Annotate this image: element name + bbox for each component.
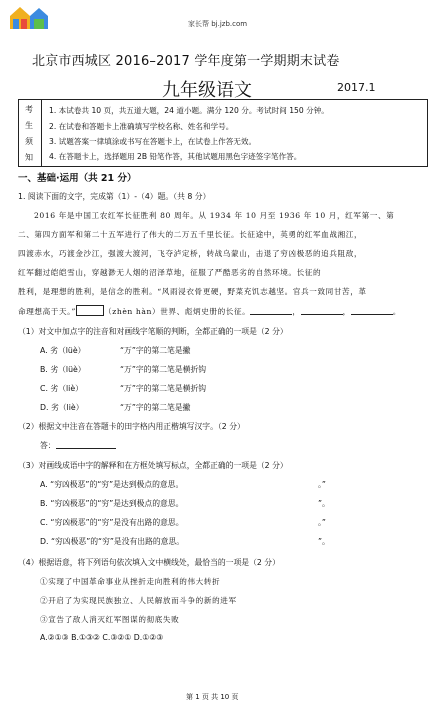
punctuation-answer: ”。 <box>318 499 330 508</box>
passage-line: 胜利，是理想的胜利，是信念的胜利。“风雨浸衣骨更硬，野菜充饥志越坚。官兵一致同甘苦，革 <box>18 287 367 296</box>
notice-item: 3. 试题答案一律填涂或书写在答题卡上，在试卷上作答无效。 <box>49 137 257 146</box>
option-letter: B. <box>40 499 48 508</box>
option-text: “穷凶极恶”的“穷”是达到极点的意思。 <box>50 480 184 489</box>
passage-line: 红军翻过皑皑雪山，穿越渺无人烟的沼泽草地，征服了严酷恶劣的自然环境。长征的 <box>18 268 322 277</box>
answer-row <box>40 440 116 451</box>
statement-item: ③宣告了敌人消灭红军图谋的彻底失败 <box>40 615 180 624</box>
option-text: 劣（lüè） <box>50 365 86 374</box>
option-text: “穷凶极恶”的“穷”是没有出路的意思。 <box>50 537 185 546</box>
notice-item: 2. 在试卷和答题卡上准确填写学校名称、姓名和学号。 <box>49 122 234 131</box>
option-text: “穷凶极恶”的“穷”是没有出路的意思。 <box>50 518 184 527</box>
notice-label-char: 考 <box>25 105 33 114</box>
option-text: “万”字的第二笔是横折钩 <box>120 365 207 374</box>
option-letter: A. <box>40 480 48 489</box>
jzb-logo <box>6 4 52 30</box>
option-letter: A. <box>40 346 48 355</box>
sub-question-3-stem: （3）对画线成语中字的解释和在方框处填写标点，全都正确的一项是（2 分） <box>18 461 288 470</box>
candidate-notice-box <box>18 99 428 167</box>
option-letter: C. <box>40 518 48 527</box>
option-c <box>40 383 207 394</box>
option-d <box>40 402 191 413</box>
sub-question-2-stem: （2）根据文中注音在答题卡的田字格内用正楷填写汉字。（2 分） <box>18 422 245 431</box>
subject-title: 九年级语文 <box>162 80 252 101</box>
answer-blank-line <box>250 306 292 315</box>
pinyin-answer-box <box>76 305 104 316</box>
option-d <box>40 536 330 547</box>
sub-question-1-stem: （1）对文中加点字的注音和对画线字笔顺的判断，全都正确的一项是（2 分） <box>18 327 288 336</box>
notice-item: 4. 在答题卡上，选择题用 2B 铅笔作答，其他试题用黑色字迹签字笔作答。 <box>49 152 302 161</box>
answer-blank-line <box>301 306 343 315</box>
passage-text: （zhèn hàn）世界、彪炳史册的长征。 <box>104 307 251 316</box>
notice-label-char: 须 <box>25 137 33 146</box>
notice-item: 1. 本试卷共 10 页，共五道大题，24 道小题。满分 120 分。考试时间 150 分钟。 <box>49 106 329 115</box>
option-text: 劣（lüè） <box>50 346 86 355</box>
answer-label: 答： <box>40 441 56 450</box>
statement-item: ②开启了为实现民族独立、人民解放而斗争的新的进军 <box>40 596 237 605</box>
answer-blank-line <box>56 440 116 449</box>
option-text: “穷凶极恶”的“穷”是达到极点的意思。 <box>50 499 184 508</box>
option-text: “万”字的第二笔是横折钩 <box>120 384 207 393</box>
exam-date: 2017.1 <box>337 81 376 94</box>
punctuation-answer: ”。 <box>318 537 330 546</box>
statement-item: ①实现了中国革命事业从挫折走向胜利的伟大转折 <box>40 577 221 586</box>
option-c <box>40 517 326 528</box>
option-letter: D. <box>40 537 49 546</box>
choice-options: A.②①③ B.①③② C.③②① D.①②③ <box>40 633 164 642</box>
notice-label-char: 生 <box>25 121 33 130</box>
option-text: “万”字的第二笔是撇 <box>120 403 191 412</box>
option-letter: C. <box>40 384 48 393</box>
sub-question-4-stem: （4）根据语意，将下列语句依次填入文中横线处，最恰当的一项是（2 分） <box>18 558 280 567</box>
option-b <box>40 498 330 509</box>
section-heading: 一、基础·运用（共 21 分） <box>18 173 137 184</box>
option-text: 劣（liè） <box>50 384 83 393</box>
page-footer: 第 1 页 共 10 页 <box>186 693 239 701</box>
notice-label <box>19 100 42 166</box>
answer-blank-line <box>351 306 393 315</box>
passage-last-line: 命理想高于天。” （zhèn hàn）世界、彪炳史册的长征。 ， ， 。 <box>18 307 401 316</box>
notice-label-char: 知 <box>25 153 33 162</box>
site-name: 家长帮 bj.jzb.com <box>188 20 248 28</box>
passage-text: 命理想高于天。” <box>18 307 77 316</box>
passage-line: 二、第四方面军和第二十五军进行了伟大的二万五千里长征。长征途中，英勇的红军血战湘江， <box>18 230 363 239</box>
exam-title: 北京市西城区 2016–2017 学年度第一学期期末试卷 <box>32 54 340 69</box>
option-letter: D. <box>40 403 49 412</box>
option-a <box>40 479 326 490</box>
option-text: 劣（liè） <box>50 403 84 412</box>
option-letter: B. <box>40 365 48 374</box>
punctuation-answer: 。” <box>318 518 326 527</box>
punctuation-answer: 。” <box>318 480 326 489</box>
option-text: “万”字的第二笔是撇 <box>120 346 191 355</box>
passage-line: 2016 年是中国工农红军长征胜利 80 周年。从 1934 年 10 月至 1936 年 10 月，红军第一、第 <box>34 211 395 220</box>
option-a <box>40 345 191 356</box>
option-b <box>40 364 207 375</box>
question-1-intro: 1. 阅读下面的文字，完成第（1）-（4）题。（共 8 分） <box>18 192 211 201</box>
passage-line: 四渡赤水，巧渡金沙江，强渡大渡河，飞夺泸定桥，转战乌蒙山，击退了穷凶极恶的追兵阻敌， <box>18 249 363 258</box>
